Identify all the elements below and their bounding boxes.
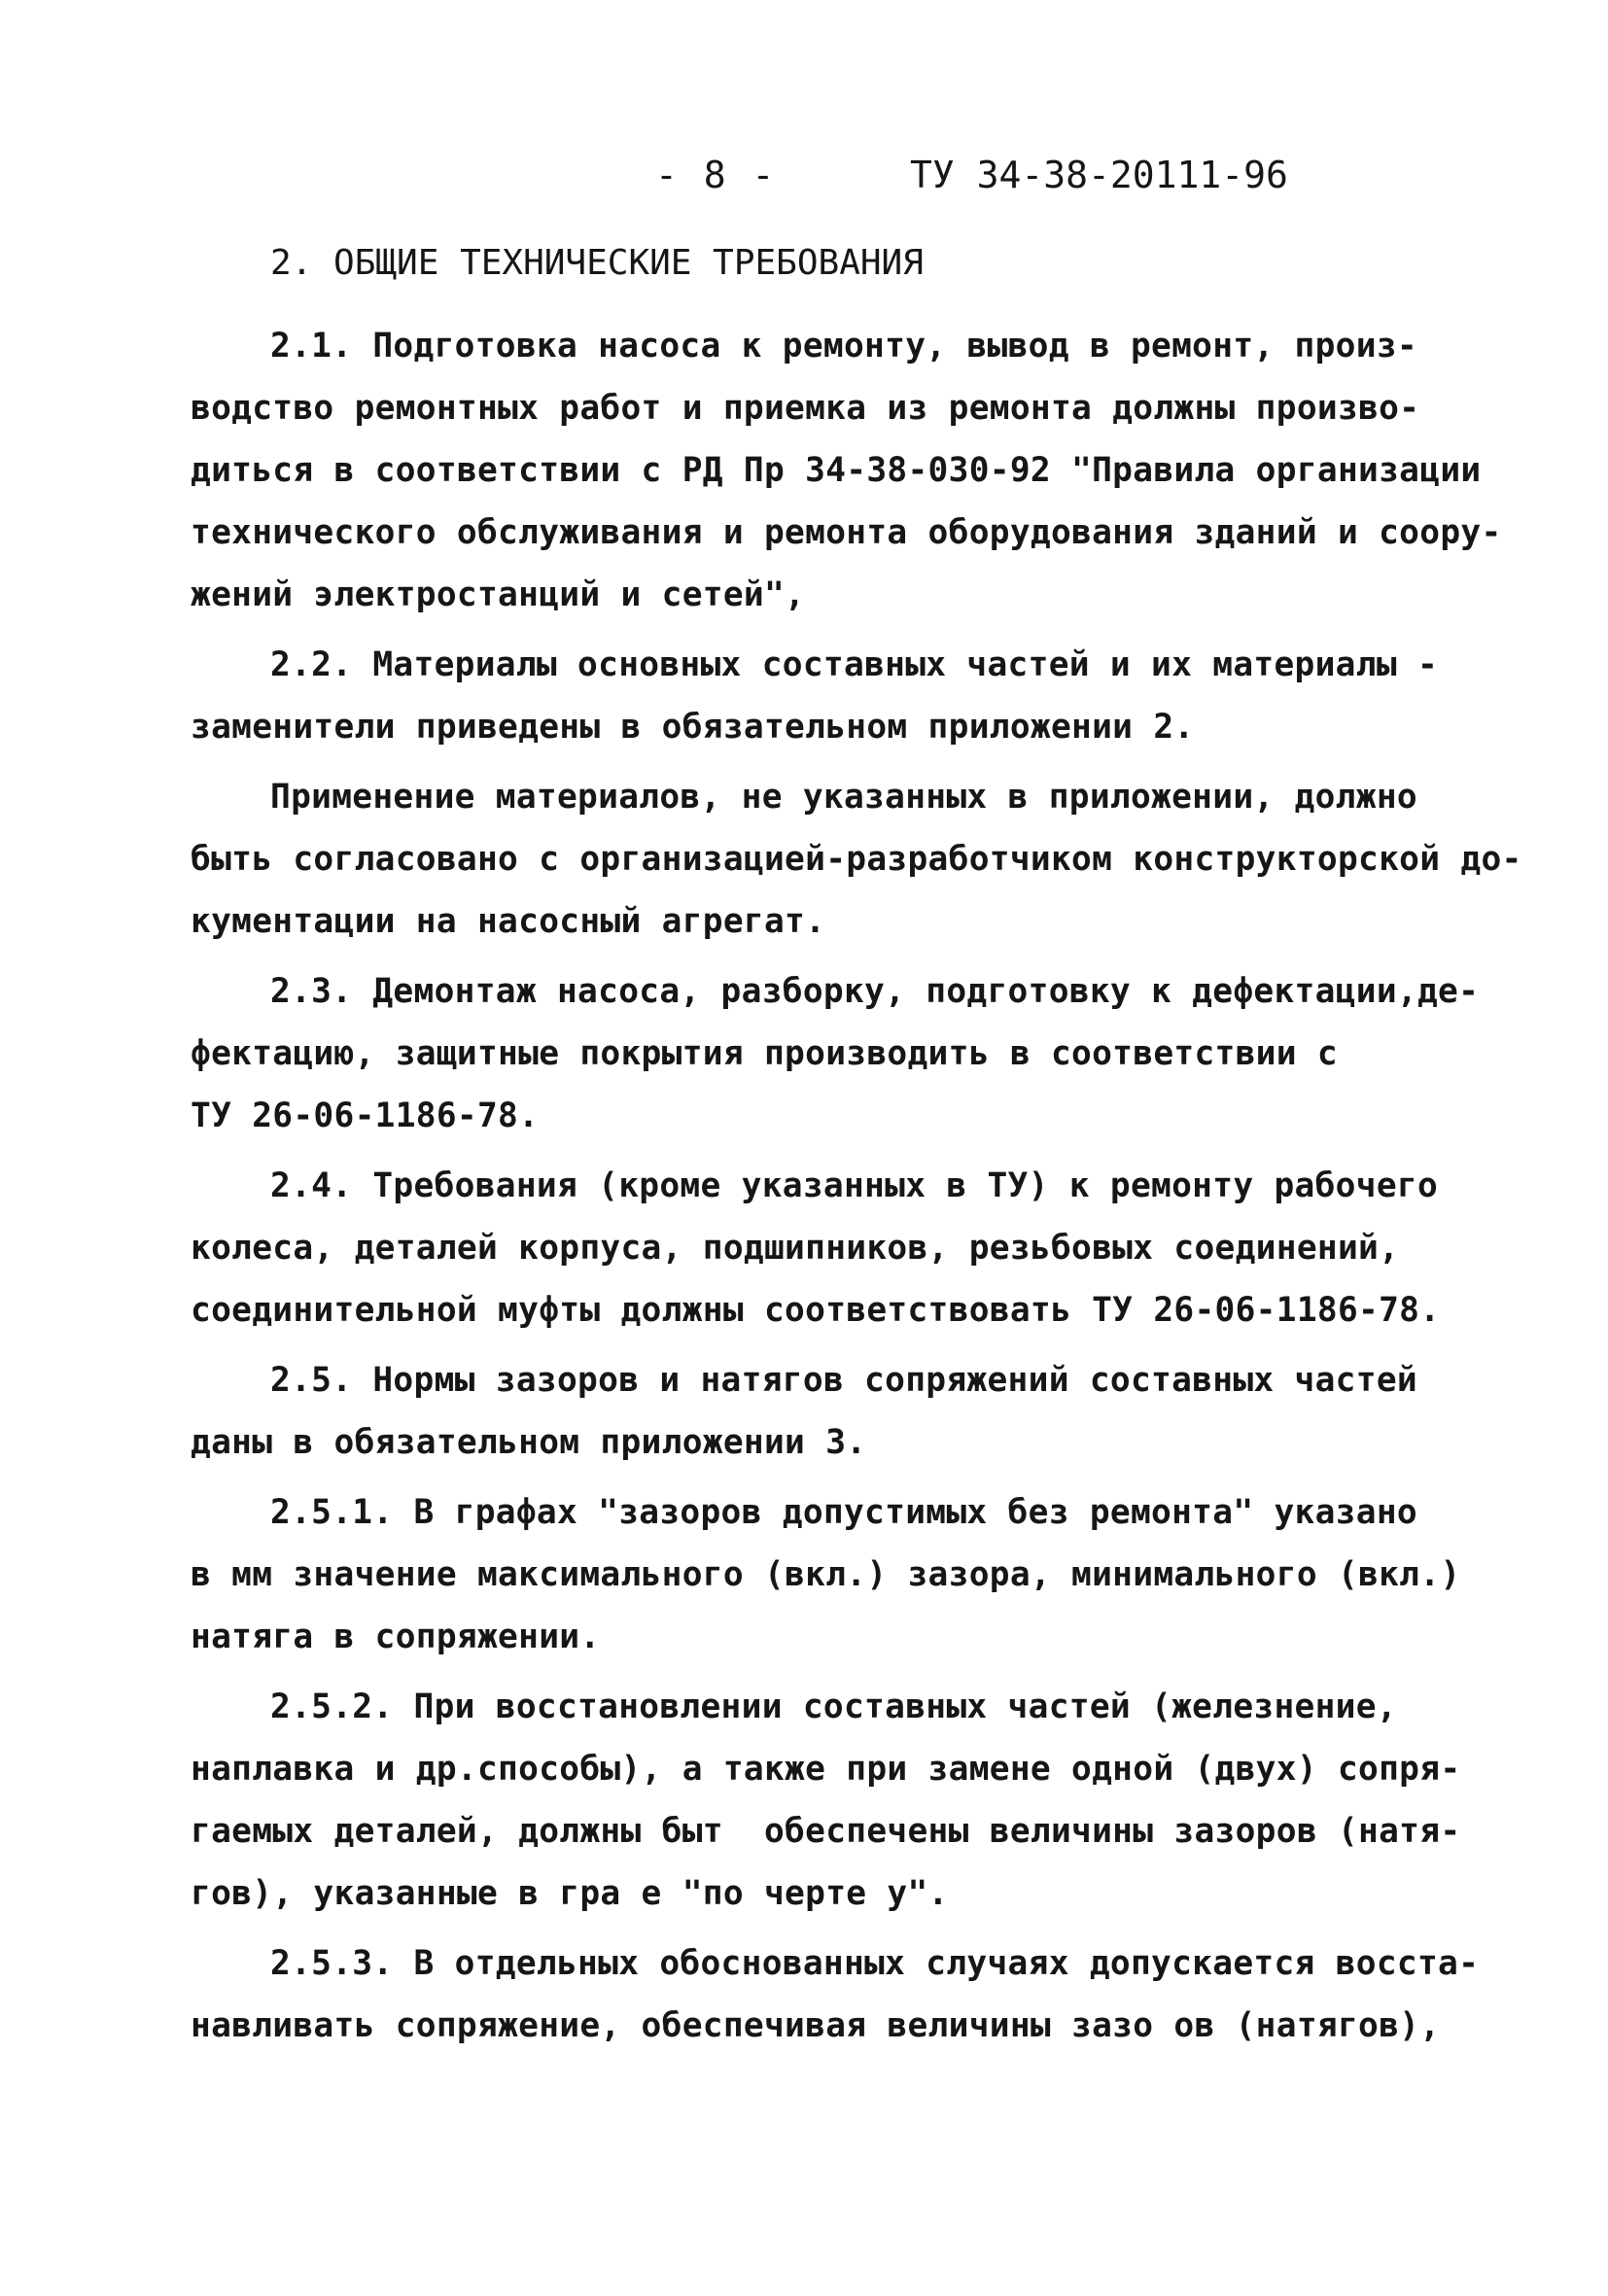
paragraph-line: быть согласовано с организацией-разработчиком конструкторской до- [191,840,1522,879]
section-title: 2. ОБЩИЕ ТЕХНИЧЕСКИЕ ТРЕБОВАНИЯ [270,243,924,283]
paragraph-line: жений электростанций и сетей", [191,575,806,614]
paragraph-line: 2.3. Демонтаж насоса, разборку, подготовку к дефектации,де- [270,972,1480,1011]
page-header [0,154,1608,212]
paragraph-line: 2.5.3. В отдельных обоснованных случаях допускается восста- [270,1944,1480,1983]
paragraph-line: кументации на насосный агрегат. [191,902,826,941]
paragraph-line: в мм значение максимального (вкл.) зазора, минимального (вкл.) [191,1555,1461,1594]
paragraph-line: 2.4. Требования (кроме указанных в ТУ) к ремонту рабочего [270,1166,1439,1205]
paragraph-line: соединительной муфты должны соответствовать ТУ 26-06-1186-78. [191,1291,1441,1330]
paragraph-line: колеса, деталей корпуса, подшипников, резьбовых соединений, [191,1229,1400,1268]
document-code: ТУ 34-38-20111-96 [910,154,1288,196]
paragraph-line: натяга в сопряжении. [191,1618,601,1656]
page-number: - 8 - [655,154,777,196]
paragraph-line: гов), указанные в гра е "по черте у". [191,1874,949,1913]
paragraph-line: водство ремонтных работ и приемка из ремонта должны произво- [191,389,1420,428]
paragraph-line: фектацию, защитные покрытия производить в соответствии с [191,1034,1338,1073]
paragraph-line: навливать сопряжение, обеспечивая величины зазо ов (натягов), [191,2006,1441,2045]
paragraph-line: заменители приведены в обязательном приложении 2. [191,708,1195,747]
paragraph-line: гаемых деталей, должны быт обеспечены величины зазоров (натя- [191,1812,1461,1851]
paragraph-line: ТУ 26-06-1186-78. [191,1096,540,1135]
paragraph-line: 2.5.1. В графах "зазоров допустимых без ремонта" указано [270,1493,1417,1532]
paragraph-line: 2.5.2. При восстановлении составных частей (железнение, [270,1687,1397,1726]
paragraph-line: наплавка и др.способы), а также при замене одной (двух) сопря- [191,1750,1461,1789]
paragraph-line: Применение материалов, не указанных в приложении, должно [270,778,1417,817]
paragraph-line: 2.1. Подготовка насоса к ремонту, вывод в ремонт, произ- [270,327,1417,365]
paragraph-line: диться в соответствии с РД Пр 34-38-030-92 "Правила организации [191,451,1482,490]
paragraph-line: 2.2. Материалы основных составных частей и их материалы - [270,645,1439,684]
paragraph-line: технического обслуживания и ремонта оборудования зданий и соору- [191,513,1502,552]
paragraph-line: 2.5. Нормы зазоров и натягов сопряжений составных частей [270,1361,1417,1400]
paragraph-line: даны в обязательном приложении 3. [191,1423,867,1462]
